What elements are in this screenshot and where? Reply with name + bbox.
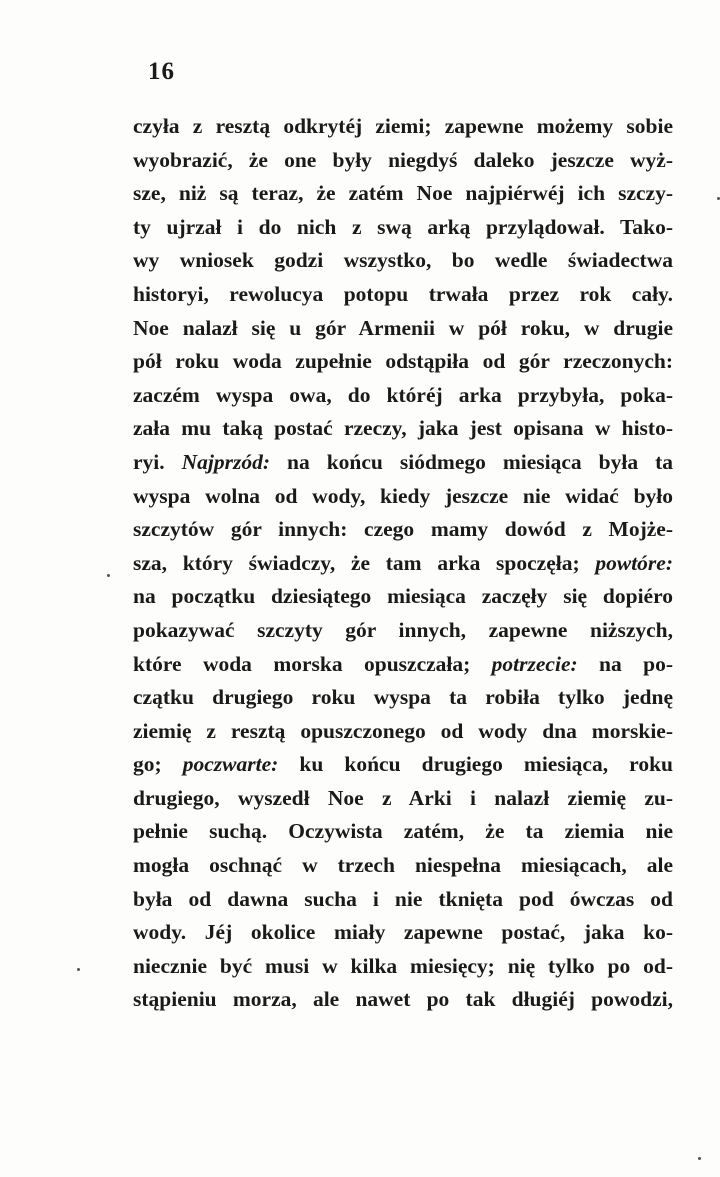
text-run: pokazywać szczyty gór innych, zapewne niższych, — [133, 617, 673, 642]
text-run: czyła z resztą odkrytéj ziemi; zapewne możemy sobie — [133, 114, 673, 138]
text-line — [133, 648, 673, 682]
print-speck — [107, 574, 110, 577]
text-run: drugiego, wyszedł Noe z Arki i nalazł ziemię zu- — [133, 785, 673, 810]
text-run: go; — [133, 752, 183, 777]
page-number: 16 — [148, 58, 175, 85]
italic-term: Najprzód: — [181, 449, 271, 474]
text-run: Noe nalazł się u gór Armenii w pół roku, w drugie — [133, 315, 673, 340]
text-line — [133, 244, 673, 278]
text-run: na po- — [577, 651, 673, 676]
text-run: pół roku woda zupełnie odstąpiła od gór rzeczonych: — [133, 349, 673, 374]
text-line — [133, 748, 673, 782]
print-speck — [77, 968, 80, 971]
body-text — [133, 110, 673, 1017]
text-run: historyi, rewolucya potopu trwała przez rok cały. — [133, 281, 673, 306]
text-line — [133, 412, 673, 446]
text-line — [133, 144, 673, 178]
text-line — [133, 849, 673, 883]
text-run: które woda morska opuszczała; — [133, 651, 492, 676]
text-line — [133, 715, 673, 749]
text-line — [133, 580, 673, 614]
text-run: ziemię z resztą opuszczonego od wody dna morskie- — [133, 718, 673, 743]
text-line — [133, 614, 673, 648]
text-run: wy wniosek godzi wszystko, bo wedle świadectwa — [133, 248, 673, 273]
text-run: na końcu siódmego miesiąca była ta — [270, 449, 673, 474]
text-run: ty ujrzał i do nich z swą arką przylądował. Tako- — [133, 214, 673, 239]
text-run: sze, niż są teraz, że zatém Noe najpiérwéj ich szczy- — [133, 181, 673, 206]
text-line — [133, 983, 673, 1017]
text-run: ryi. — [133, 449, 182, 474]
text-run: stąpieniu morza, ale nawet po tak długiéj powodzi, — [133, 987, 673, 1012]
text-run: niecznie być musi w kilka miesięcy; nię tylko po od- — [133, 953, 673, 978]
text-line — [133, 480, 673, 514]
text-line — [133, 916, 673, 950]
italic-term: powtóre: — [595, 550, 673, 575]
text-line — [133, 547, 673, 581]
text-run: wody. Jéj okolice miały zapewne postać, jaka ko- — [133, 920, 673, 945]
text-line — [133, 815, 673, 849]
text-line — [133, 883, 673, 917]
print-speck — [698, 1157, 701, 1160]
text-line — [133, 345, 673, 379]
text-line — [133, 278, 673, 312]
text-run: była od dawna sucha i nie tknięta pod ówczas od — [133, 886, 673, 911]
text-run: pełnie suchą. Oczywista zatém, że ta ziemia nie — [133, 819, 673, 844]
text-run: zaczém wyspa owa, do któréj arka przybyła, poka- — [133, 382, 673, 407]
text-run: szczytów gór innych: czego mamy dowód z Mojże- — [133, 517, 673, 542]
italic-term: poczwarte: — [182, 752, 279, 777]
text-run: wyobrazić, że one były niegdyś daleko jeszcze wyż- — [133, 147, 673, 172]
text-run: na początku dziesiątego miesiąca zaczęły się dopiéro — [133, 584, 673, 609]
text-line — [133, 211, 673, 245]
text-line — [133, 177, 673, 211]
text-line — [133, 513, 673, 547]
italic-term: potrzecie: — [491, 651, 578, 676]
text-run: wyspa wolna od wody, kiedy jeszcze nie widać było — [133, 483, 673, 508]
text-line — [133, 681, 673, 715]
text-line — [133, 379, 673, 413]
text-run: ku końcu drugiego miesiąca, roku — [278, 752, 673, 777]
text-line — [133, 312, 673, 346]
text-run: mogła oschnąć w trzech niespełna miesiącach, ale — [133, 853, 673, 878]
text-line — [133, 782, 673, 816]
text-run: zała mu taką postać rzeczy, jaka jest opisana w histo- — [133, 416, 673, 441]
text-run: czątku drugiego roku wyspa ta robiła tylko jednę — [133, 685, 673, 710]
text-line — [133, 446, 673, 480]
text-line — [133, 110, 673, 144]
text-line — [133, 950, 673, 984]
text-run: sza, który świadczy, że tam arka spoczęła; — [133, 550, 596, 575]
